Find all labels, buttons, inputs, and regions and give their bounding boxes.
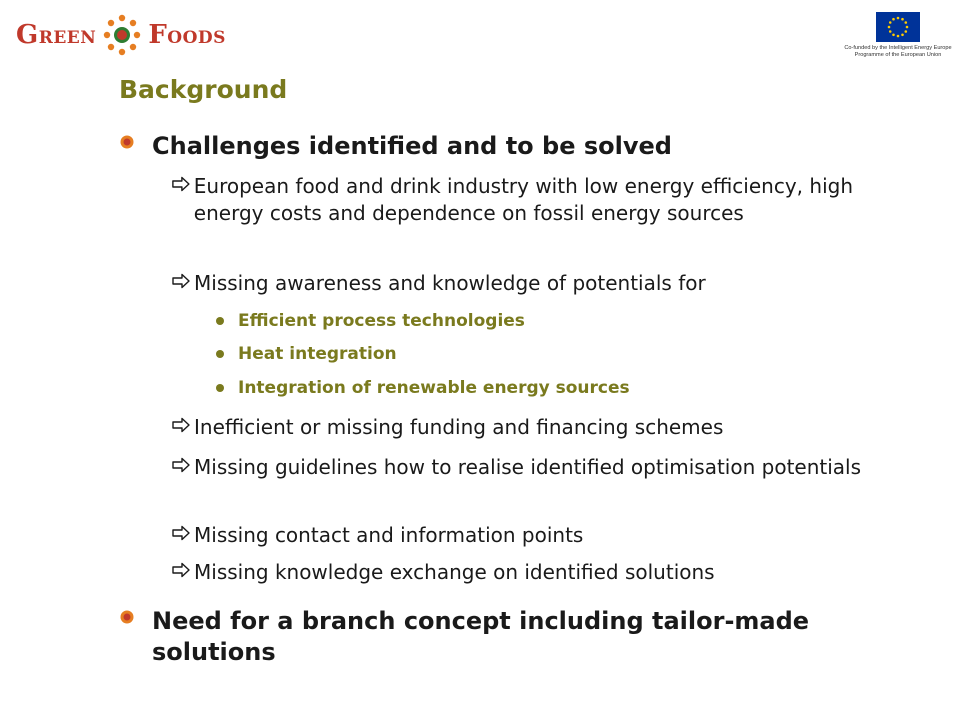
eu-caption: Co-funded by the Intelligent Energy Europe Programme of the European Union bbox=[844, 45, 952, 58]
main-bullet-challenges: Challenges identified and to be solved bbox=[120, 131, 672, 162]
logo-word-foods: FOODS bbox=[148, 20, 226, 50]
arrow-right-icon bbox=[168, 457, 194, 473]
sub-sub-item: Efficient process technologies bbox=[216, 311, 525, 331]
bullet-dot bbox=[216, 317, 224, 325]
sub-item: Inefficient or missing funding and financing schemes bbox=[168, 414, 723, 441]
arrow-right-icon bbox=[168, 176, 194, 192]
flower-icon bbox=[102, 13, 142, 57]
arrow-right-icon bbox=[168, 562, 194, 578]
bullet-flower-icon bbox=[120, 135, 134, 149]
bullet-dot bbox=[216, 384, 224, 392]
logo-word-green: GREEN bbox=[16, 20, 97, 50]
sub-item: European food and drink industry with low energy efficiency, high energy costs and dependence on fossil energy sources bbox=[168, 173, 868, 227]
sub-sub-item: Heat integration bbox=[216, 344, 397, 364]
sub-sub-item: Integration of renewable energy sources bbox=[216, 378, 630, 398]
main-bullet-branch-concept: Need for a branch concept including tailor-made solutions bbox=[120, 606, 900, 668]
sub-item: Missing awareness and knowledge of potentials for bbox=[168, 270, 706, 297]
sub-item: Missing knowledge exchange on identified solutions bbox=[168, 559, 715, 586]
arrow-right-icon bbox=[168, 525, 194, 541]
greenfoods-logo bbox=[16, 12, 226, 58]
eu-flag-icon bbox=[876, 12, 920, 42]
sub-item: Missing contact and information points bbox=[168, 522, 583, 549]
slide-title: Background bbox=[119, 75, 288, 104]
arrow-right-icon bbox=[168, 273, 194, 289]
arrow-right-icon bbox=[168, 417, 194, 433]
bullet-flower-icon bbox=[120, 610, 134, 624]
eu-cofunding-badge bbox=[842, 12, 954, 59]
sub-item: Missing guidelines how to realise identified optimisation potentials bbox=[168, 454, 874, 481]
bullet-dot bbox=[216, 350, 224, 358]
